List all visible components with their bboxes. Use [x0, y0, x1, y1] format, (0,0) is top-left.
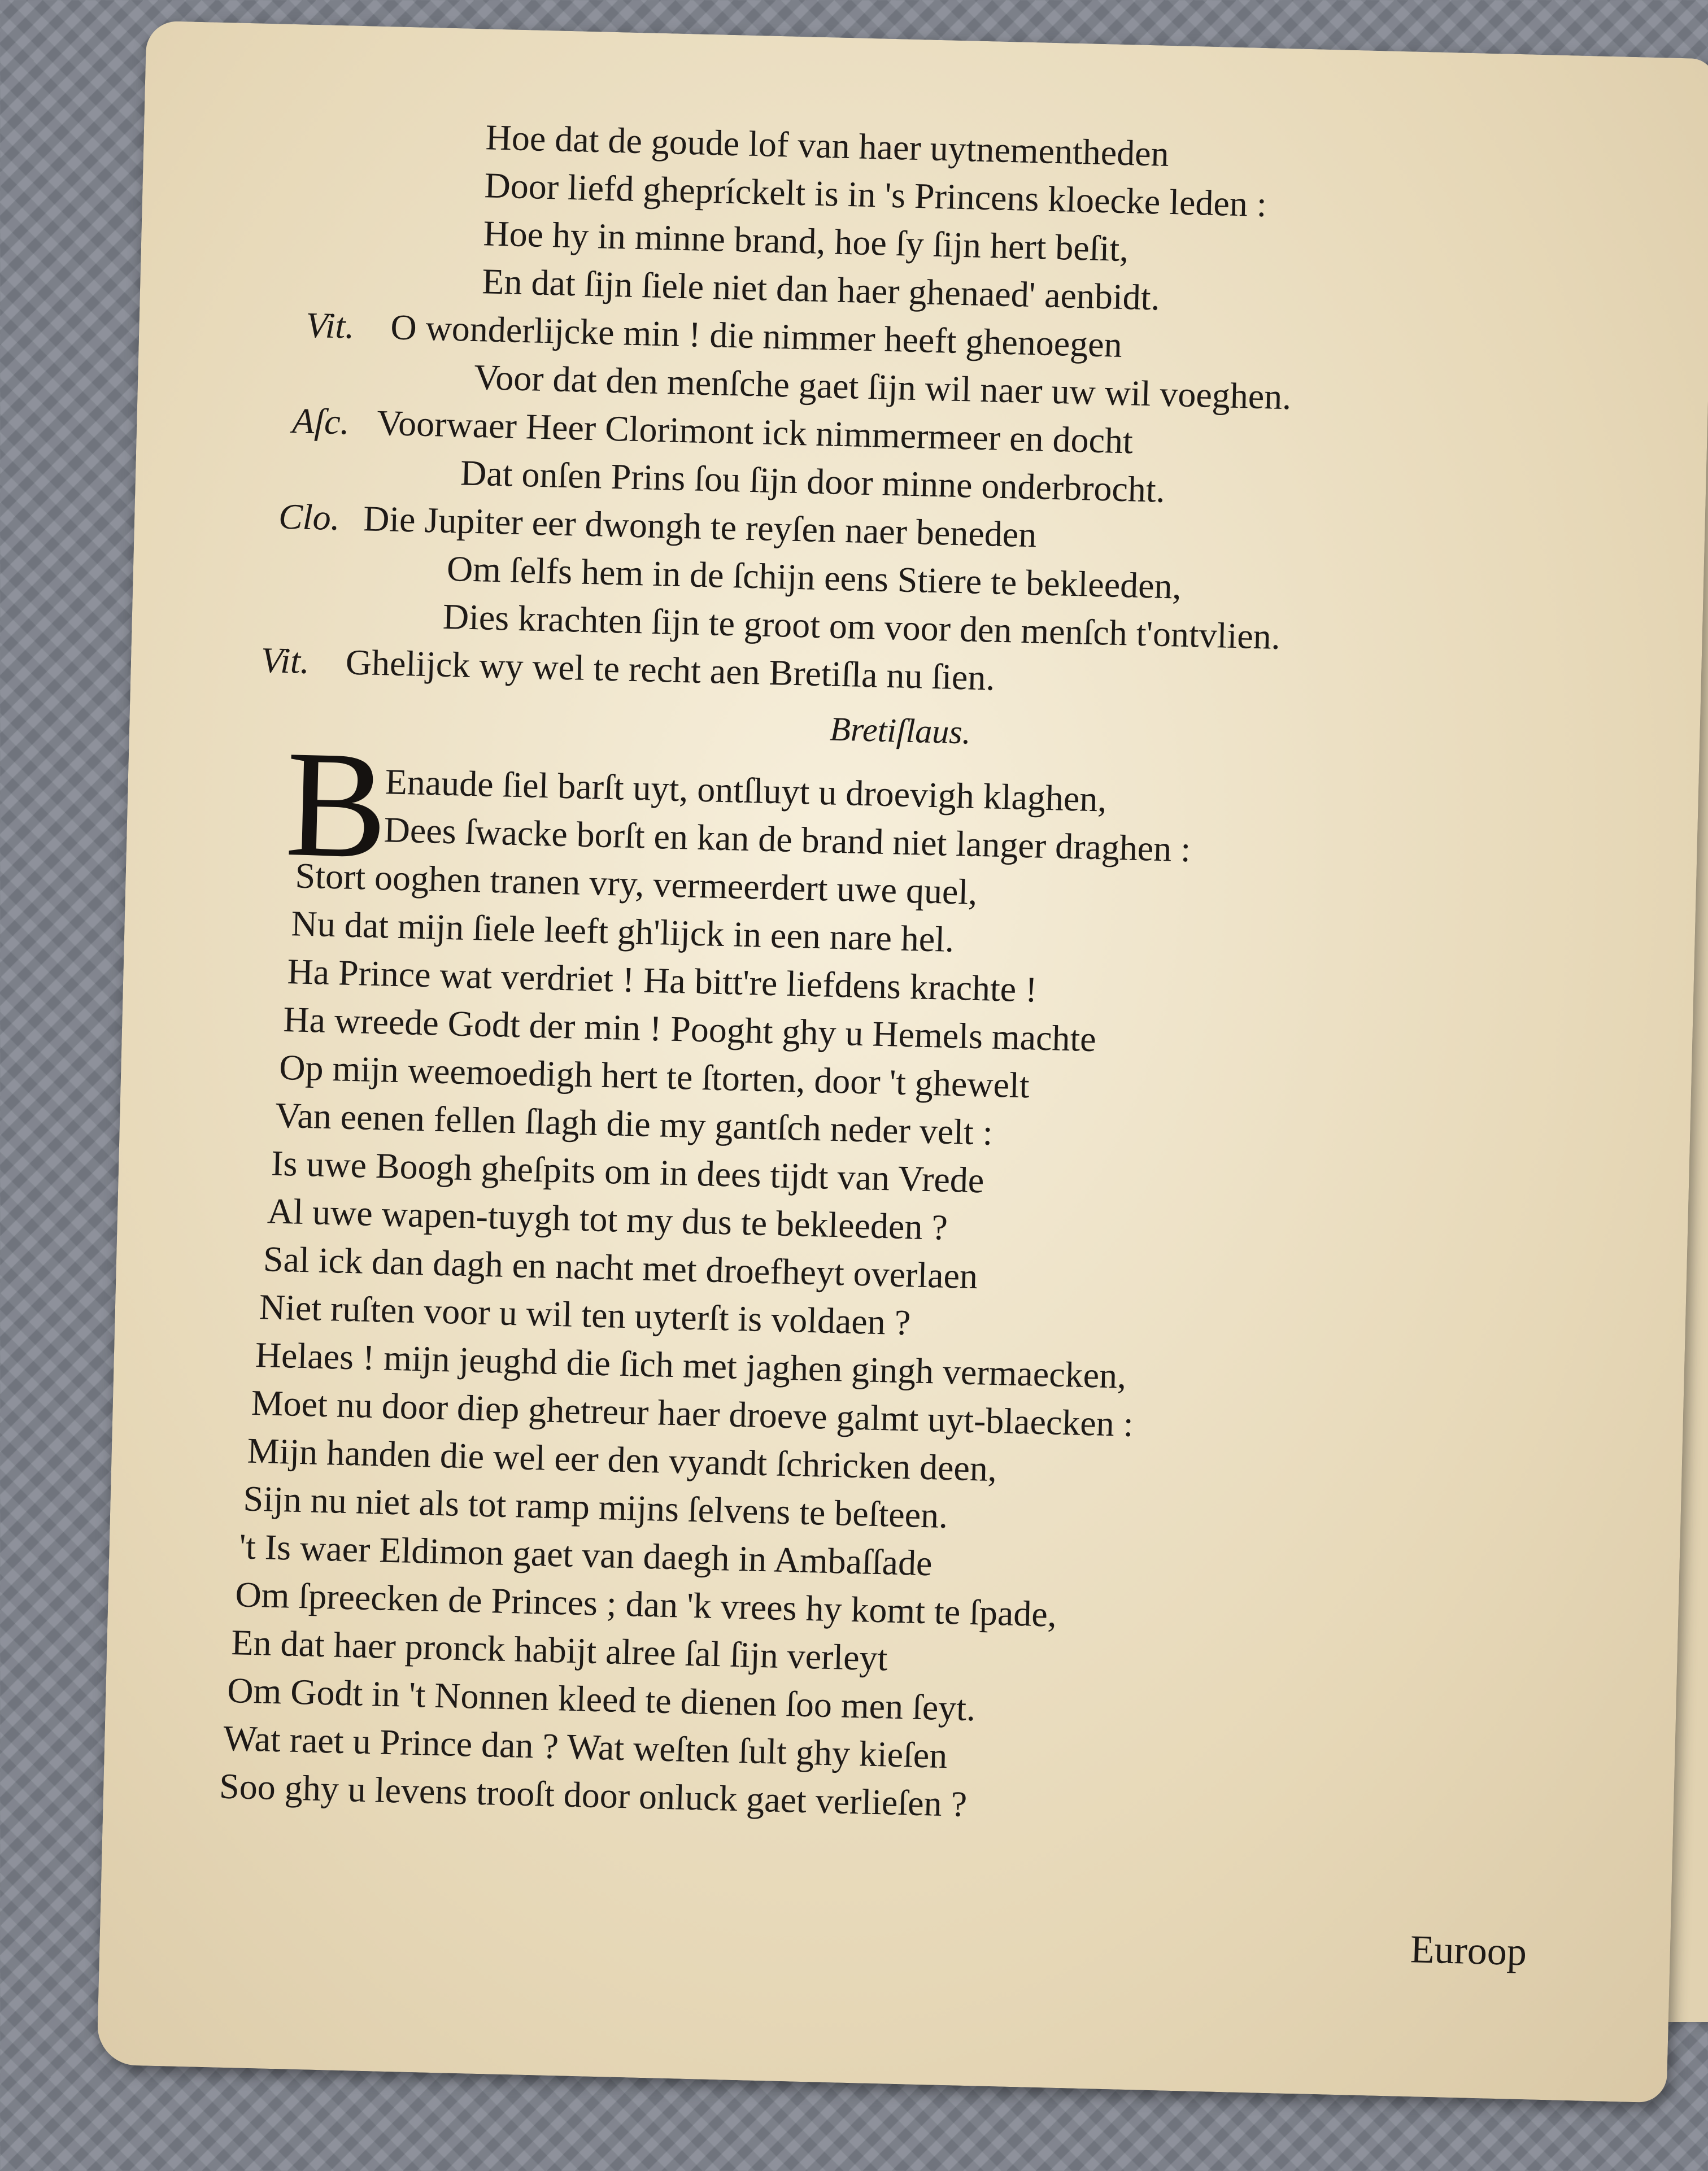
page-text: [97, 21, 1708, 2103]
verse-line: Clo. Die Jupiter eer dwongh te reyſen naer beneden: [278, 496, 1038, 555]
verse-line: Van eenen fellen ſlagh die my gantſch neder velt :: [274, 1095, 994, 1153]
verse-line: Soo ghy u levens trooſt door onluck gaet verlieſen ?: [219, 1765, 968, 1824]
verse-line: Enaude ſiel barſt uyt, ontſluyt u droevigh klaghen,: [384, 761, 1108, 819]
verse-line: 't Is waer Eldimon gaet van daegh in Ambaſſade: [238, 1526, 933, 1584]
verse-line: Is uwe Boogh gheſpits om in dees tijdt van Vrede: [271, 1143, 985, 1201]
verse-line: Hoe dat de goude lof van haer uytnementheden: [485, 117, 1170, 174]
verse-line: Op mijn weemoedigh hert te ſtorten, door 't ghewelt: [278, 1047, 1030, 1106]
verse-line: Dies krachten ſijn te groot om voor den menſch t'ontvlien.: [442, 596, 1281, 657]
verse-line: Wat raet u Prince dan ? Wat weſten ſult ghy kieſen: [223, 1717, 948, 1776]
verse-line: Al uwe wapen-tuygh tot my dus te bekleeden ?: [267, 1191, 948, 1248]
verse-line: Niet ruſten voor u wil ten uyterſt is voldaen ?: [259, 1287, 912, 1343]
verse-line: Moet nu door diep ghetreur haer droeve galmt uyt-blaecken :: [251, 1382, 1134, 1444]
verse-line: Stort ooghen tranen vry, vermeerdert uwe quel,: [294, 855, 978, 912]
verse-line: Vit. Ghelijck wy wel te recht aen Bretiſla nu ſien.: [260, 639, 996, 698]
speaker-heading: Bretiſlaus.: [829, 710, 971, 751]
verse-line: Sal ick dan dagh en nacht met droefheyt overlaen: [263, 1239, 978, 1297]
verse-line: Aſc. Voorwaer Heer Clorimont ick nimmermeer en docht: [291, 400, 1134, 461]
verse-line: Hoe hy in minne brand, hoe ſy ſijn hert beſit,: [482, 213, 1130, 269]
verse-line: Mijn handen die wel eer den vyandt ſchricken deen,: [246, 1430, 997, 1489]
verse-line: Om ſelfs hem in de ſchijn eens Stiere te bekleeden,: [446, 548, 1182, 607]
verse-line: Om ſpreecken de Princes ; dan 'k vrees hy komt te ſpade,: [234, 1574, 1057, 1634]
verse-line: Nu dat mijn ſiele leeft gh'lijck in een nare hel.: [290, 903, 955, 960]
verse-line: Dat onſen Prins ſou ſijn door minne onderbrocht.: [460, 452, 1166, 510]
verse-line: Ha wreede Godt der min ! Pooght ghy u Hemels machte: [282, 999, 1097, 1060]
catchword: Euroop: [1409, 1928, 1527, 1974]
verse-line: Helaes ! mijn jeughd die ſich met jaghen gingh vermaecken,: [255, 1334, 1127, 1396]
verse-line: En dat ſijn ſiele niet dan haer ghenaed' aenbidt.: [481, 261, 1161, 318]
verse-line: Sijn nu niet als tot ramp mijns ſelvens te beſteen.: [242, 1478, 949, 1536]
book-page: [97, 21, 1708, 2103]
verse-line: Voor dat den menſche gaet ſijn wil naer uw wil voeghen.: [473, 356, 1292, 417]
verse-line: Om Godt in 't Nonnen kleed te dienen ſoo men ſeyt.: [226, 1669, 976, 1729]
verse-line: En dat haer pronck habijt alree ſal ſijn verleyt: [230, 1622, 888, 1679]
verse-line: Dees ſwacke borſt en kan de brand niet langer draghen :: [383, 809, 1191, 870]
verse-line: Ha Prince wat verdriet ! Ha bitt're liefdens krachte !: [286, 951, 1038, 1010]
verse-line: Door liefd ghepríckelt is in 's Princens kloecke leden :: [483, 165, 1267, 225]
verse-line: Vit. O wonderlijcke min ! die nimmer heeft ghenoegen: [305, 304, 1123, 365]
drop-cap: B: [284, 719, 390, 891]
